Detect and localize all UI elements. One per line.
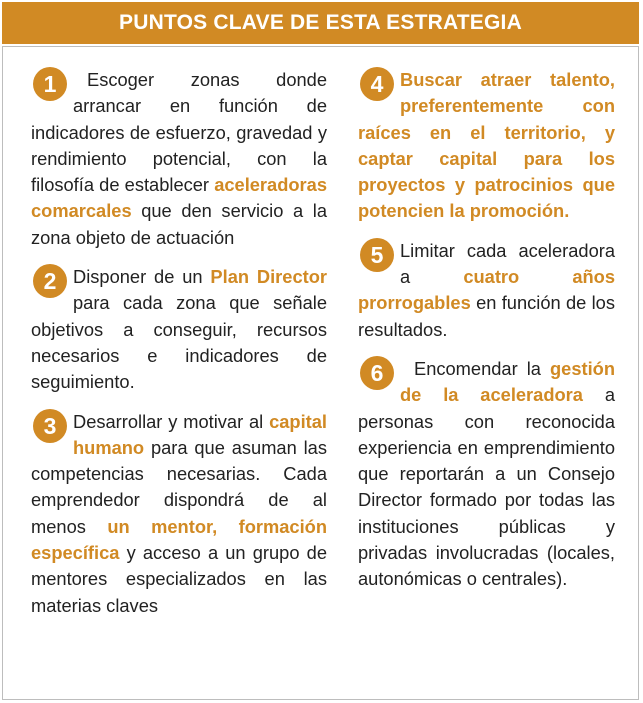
key-point-2	[31, 264, 327, 395]
number-badge-3: 3	[33, 409, 67, 443]
point-4-highlight: Buscar atraer talento, preferentemente con raíces en el territorio, y captar capital para los proyectos y patrocinios que potencien la promoción.	[358, 69, 615, 222]
point-5-text-b: en función de los resultados.	[358, 292, 615, 340]
key-point-4	[358, 67, 615, 225]
right-column	[358, 67, 615, 606]
key-point-6	[358, 356, 615, 593]
point-1-text-a: Escoger zonas donde arrancar en función de indicadores de esfuerzo, gravedad y rendimiento potencial, con la filosofía de establecer	[31, 69, 327, 196]
point-6-text-a: Encomendar la	[414, 357, 550, 379]
point-2-text-b: para cada zona que señale objetivos a conseguir, recursos necesarios e indicadores de seguimiento.	[31, 292, 327, 393]
number-badge-1: 1	[33, 67, 67, 101]
point-2-highlight: Plan Director	[210, 266, 327, 288]
point-3-text-c: y acceso a un grupo de mentores especializados en las materias claves	[31, 542, 327, 616]
number-badge-5: 5	[360, 238, 394, 272]
key-point-3	[31, 409, 327, 619]
key-point-1	[31, 67, 327, 251]
point-2-text-a: Disponer de un	[73, 266, 211, 288]
number-badge-6: 6	[360, 356, 394, 390]
point-1-highlight: aceleradoras comarcales	[31, 174, 327, 222]
key-point-5	[358, 238, 615, 343]
left-column	[31, 67, 327, 632]
point-3-highlight-a: capital humano	[73, 410, 327, 458]
content-box	[2, 46, 639, 700]
point-1-text-b: que den servicio a la zona objeto de actuación	[31, 200, 327, 248]
point-3-highlight-b: un mentor, formación específica	[31, 515, 327, 564]
point-3-text-b: para que asuman las competencias necesarias. Cada emprendedor dispondrá de al menos	[31, 436, 327, 537]
section-title: PUNTOS CLAVE DE ESTA ESTRATEGIA	[119, 11, 522, 34]
point-5-text-a: Limitar cada aceleradora a	[400, 239, 615, 288]
point-3-text-a: Desarrollar y motivar al	[73, 410, 270, 432]
number-badge-4: 4	[360, 67, 394, 101]
point-6-highlight: gestión de la aceleradora	[400, 357, 615, 406]
section-header	[2, 2, 639, 44]
number-badge-2: 2	[33, 264, 67, 298]
point-5-highlight: cuatro años prorrogables	[358, 266, 615, 314]
point-6-text-b: a personas con reconocida experiencia en emprendimiento que reportarán a un Consejo Director formado por todas las instituciones públicas y privadas involucradas (locales, autonómicas o centrales).	[358, 384, 616, 590]
